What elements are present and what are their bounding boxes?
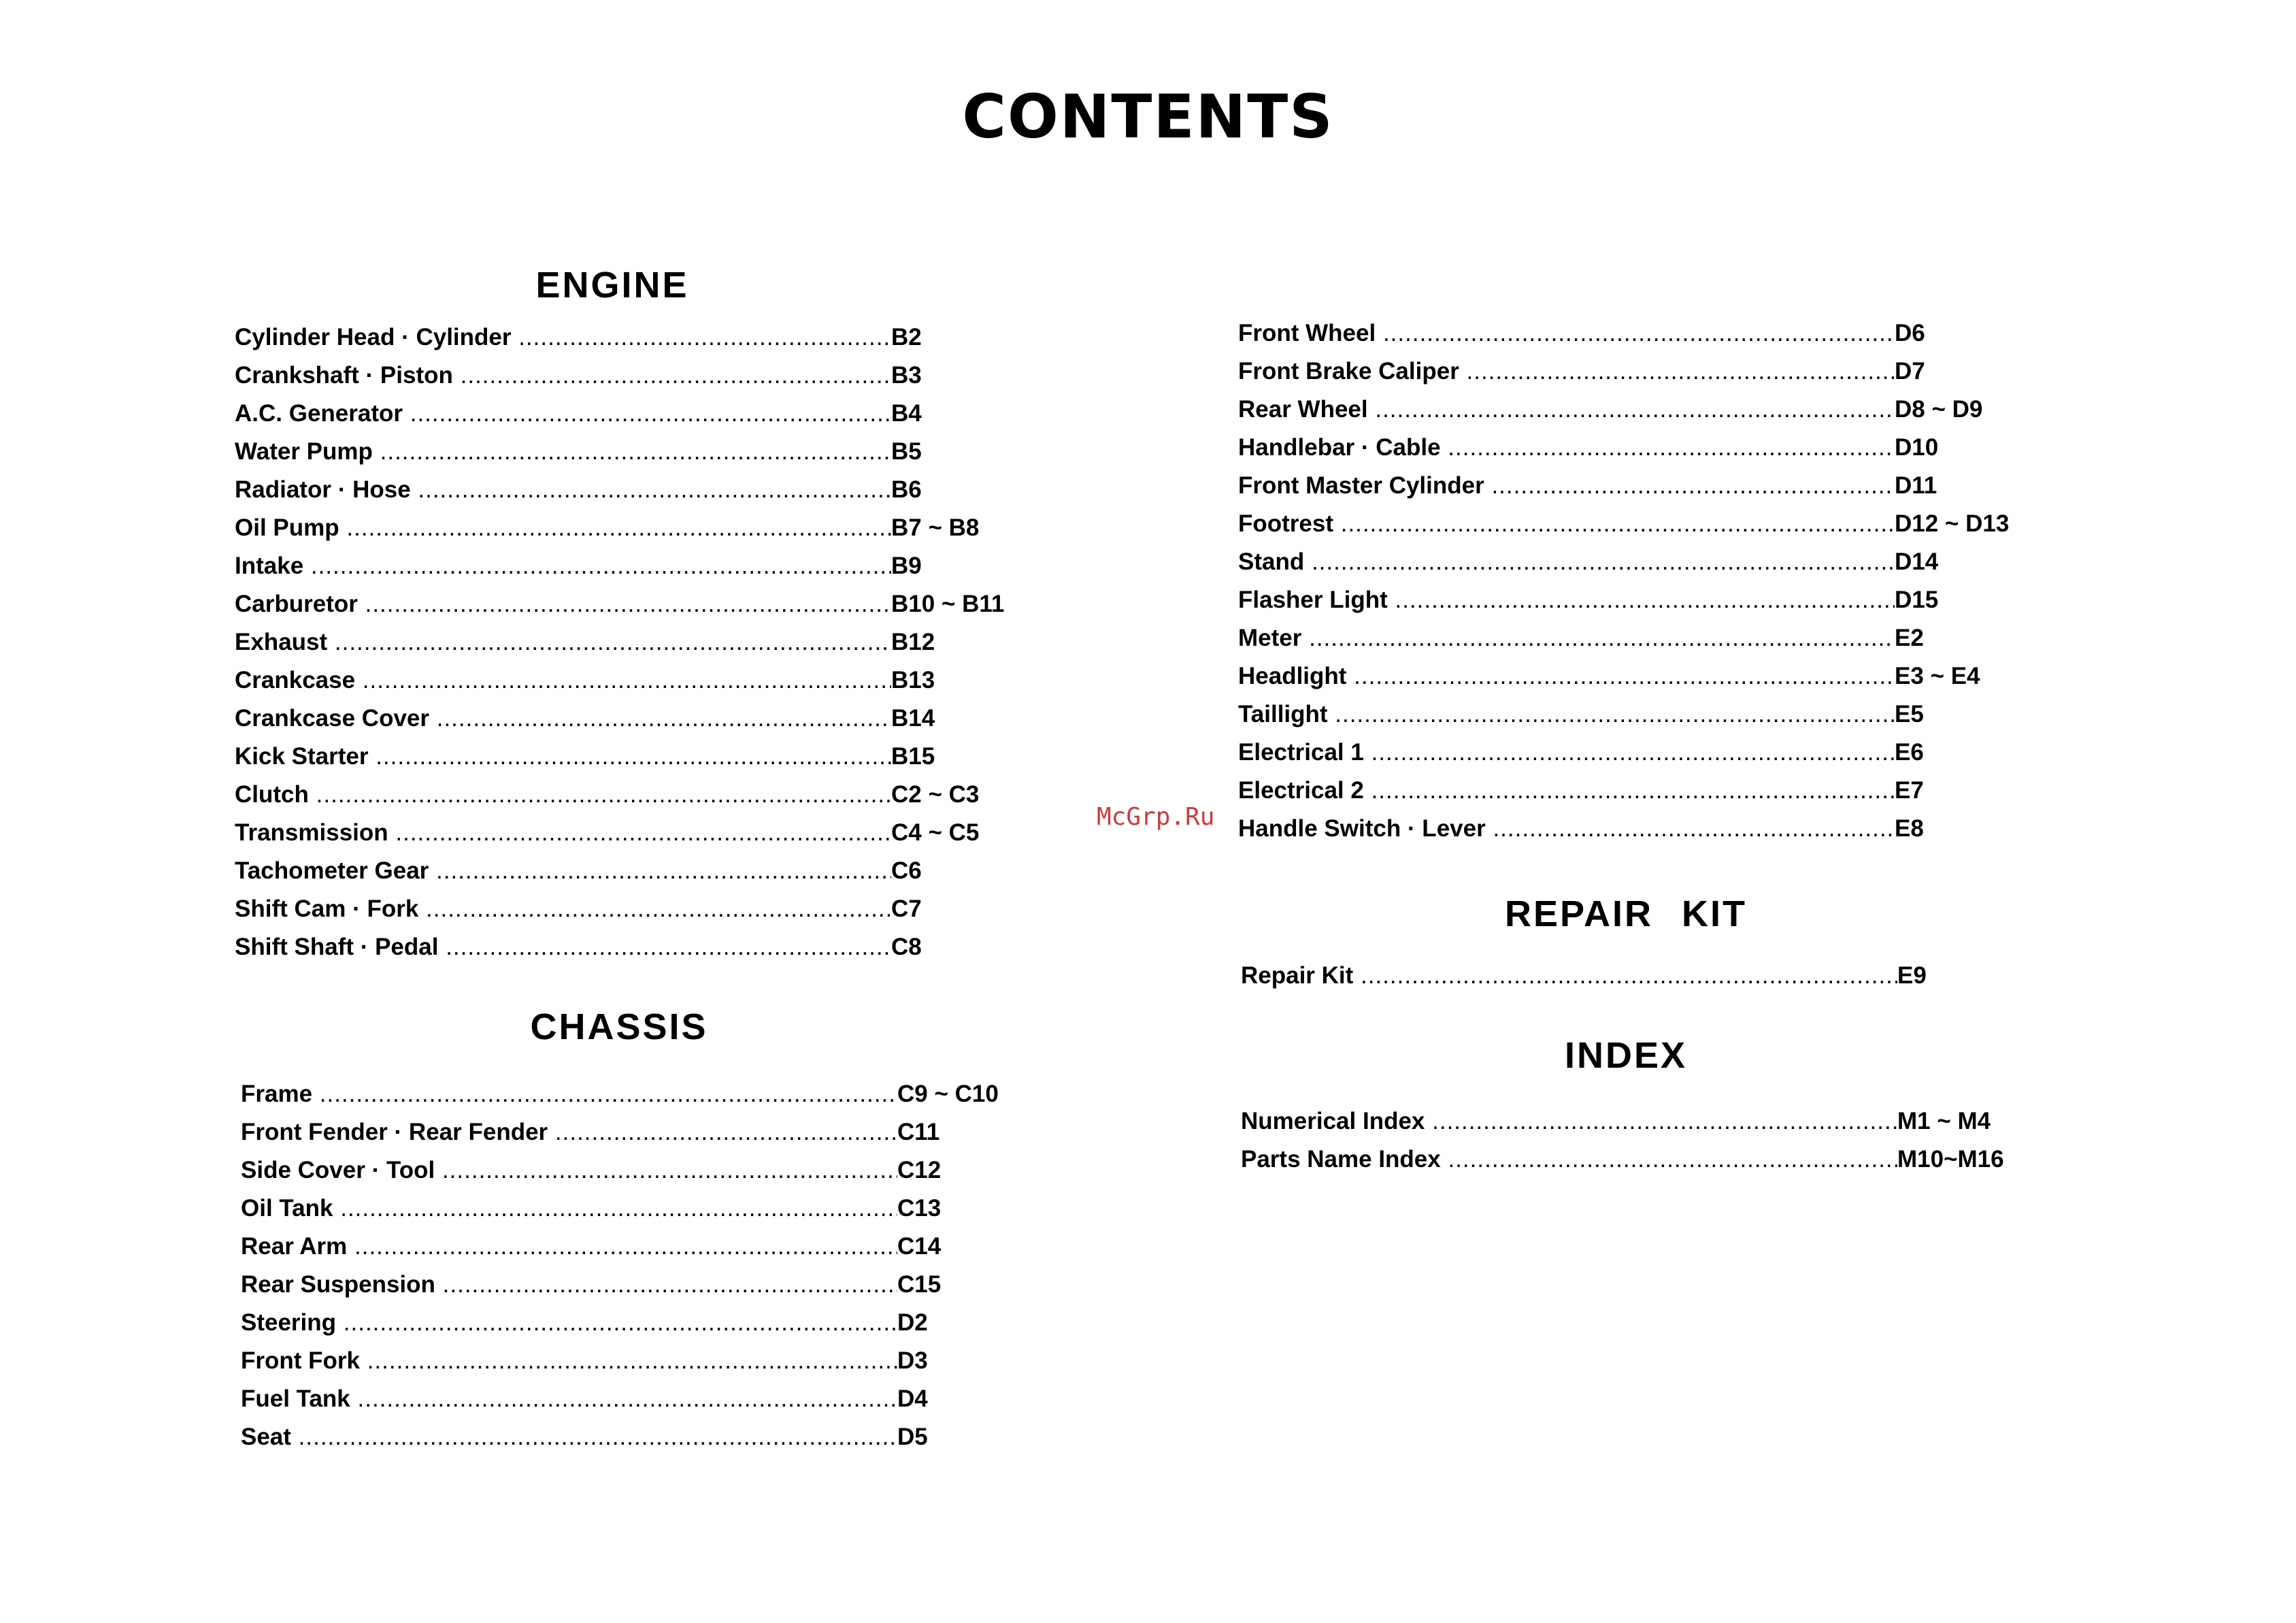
toc-entry-label: Transmission ..... (235, 819, 891, 847)
toc-entry-page: C4 ~ C5 (891, 819, 980, 846)
toc-entry-label: Front Fork ..... (241, 1347, 897, 1375)
toc-entry-page: D3 (897, 1347, 928, 1374)
toc-entry-label: Clutch ..... (235, 781, 891, 808)
toc-entry-page: M10~M16 (1897, 1146, 2004, 1173)
toc-entry-label: Headlight ..... (1238, 663, 1895, 690)
toc-entry-page: D8 ~ D9 (1895, 396, 1983, 423)
toc-entry-label: Rear Suspension ..... (241, 1271, 897, 1298)
toc-entry-page: C8 (891, 934, 922, 960)
toc-entry-page: B3 (891, 362, 922, 389)
toc-entry-label: Meter ..... (1238, 625, 1895, 652)
toc-entry-page: C11 (897, 1119, 940, 1145)
toc-entry-page: D15 (1895, 587, 1939, 613)
toc-entry-label: Tachometer Gear ..... (235, 857, 891, 885)
toc-entry-page: D4 (897, 1386, 928, 1412)
toc-entry-label: Repair Kit ..... (1241, 962, 1897, 989)
toc-entry-page: D7 (1895, 358, 1925, 384)
toc-entry-page: D14 (1895, 548, 1939, 575)
toc-entry-page: D2 (897, 1309, 928, 1336)
toc-entry-label: Crankshaft · Piston ..... (235, 362, 891, 389)
toc-entry-label: Exhaust ..... (235, 629, 891, 656)
toc-entry-page: D6 (1895, 320, 1925, 346)
chassis-heading: CHASSIS (530, 1006, 708, 1047)
toc-entry-label: Handle Switch · Lever ..... (1238, 815, 1895, 842)
toc-entry-page: B15 (891, 743, 935, 770)
engine-heading: ENGINE (535, 265, 689, 306)
toc-entry-page: C14 (897, 1233, 942, 1260)
toc-entry-label: Steering ..... (241, 1309, 897, 1337)
toc-entry-label: Shift Cam · Fork ..... (235, 896, 891, 923)
toc-entry-label: Fuel Tank ..... (241, 1386, 897, 1413)
toc-entry-page: B4 (891, 400, 922, 427)
toc-entry-label: Electrical 2 ..... (1238, 777, 1895, 804)
toc-entry-label: Front Brake Caliper ..... (1238, 358, 1895, 385)
toc-entry-page: B13 (891, 667, 935, 693)
toc-entry-label: Water Pump ..... (235, 438, 891, 465)
toc-entry-page: E8 (1895, 815, 1924, 842)
toc-entry-label: Radiator · Hose ..... (235, 476, 891, 504)
toc-entry-label: Shift Shaft · Pedal ..... (235, 934, 891, 961)
toc-entry-label: Kick Starter ..... (235, 743, 891, 770)
watermark: McGrp.Ru (1097, 803, 1215, 831)
toc-entry-page: E2 (1895, 625, 1924, 651)
toc-entry-label: Flasher Light ..... (1238, 587, 1895, 614)
toc-entry-page: D12 ~ D13 (1895, 510, 2010, 537)
toc-entry-page: B7 ~ B8 (891, 514, 980, 541)
toc-entry-label: Oil Tank ..... (241, 1195, 897, 1222)
toc-entry-page: E9 (1897, 962, 1927, 989)
toc-entry-label: Seat ..... (241, 1424, 897, 1451)
toc-entry-label: A.C. Generator ..... (235, 400, 891, 427)
toc-entry-page: B12 (891, 629, 935, 655)
toc-entry-page: E7 (1895, 777, 1924, 804)
toc-entry-page: D10 (1895, 434, 1939, 461)
toc-entry-label: Rear Wheel ..... (1238, 396, 1895, 423)
toc-entry-page: C13 (897, 1195, 942, 1222)
toc-entry-page: B14 (891, 705, 935, 732)
toc-entry-label: Handlebar · Cable ..... (1238, 434, 1895, 461)
toc-entry-label: Stand ..... (1238, 548, 1895, 576)
toc-entry-page: C12 (897, 1157, 942, 1183)
toc-entry-page: E3 ~ E4 (1895, 663, 1980, 689)
toc-entry-label: Cylinder Head · Cylinder ..... (235, 324, 891, 351)
repair-kit-heading: REPAIR KIT (1504, 894, 1747, 934)
toc-entry-label: Intake ..... (235, 553, 891, 580)
toc-entry-label: Side Cover · Tool ..... (241, 1157, 897, 1184)
toc-entry-label: Front Wheel ..... (1238, 320, 1895, 347)
toc-entry-label: Electrical 1 ..... (1238, 739, 1895, 766)
page-title: CONTENTS (962, 82, 1334, 152)
toc-entry-page: M1 ~ M4 (1897, 1108, 1991, 1134)
toc-entry-page: B5 (891, 438, 922, 465)
toc-entry-page: B9 (891, 553, 922, 579)
toc-entry-page: C15 (897, 1271, 942, 1298)
toc-entry-label: Front Fender · Rear Fender ..... (241, 1119, 897, 1146)
toc-entry-page: B2 (891, 324, 922, 350)
toc-entry-label: Taillight ..... (1238, 701, 1895, 728)
toc-entry-label: Rear Arm ..... (241, 1233, 897, 1260)
toc-entry-label: Frame ..... (241, 1081, 897, 1108)
toc-entry-page: D5 (897, 1424, 928, 1450)
toc-entry-label: Oil Pump ..... (235, 514, 891, 542)
toc-entry-page: E5 (1895, 701, 1924, 727)
toc-entry-page: D11 (1895, 472, 1937, 499)
toc-entry-page: C6 (891, 857, 922, 884)
toc-entry-page: C7 (891, 896, 922, 922)
toc-entry-label: Crankcase Cover ..... (235, 705, 891, 732)
toc-entry-label: Crankcase ..... (235, 667, 891, 694)
toc-entry-page: E6 (1895, 739, 1924, 766)
toc-entry-page: B10 ~ B11 (891, 591, 1005, 617)
toc-entry-page: B6 (891, 476, 922, 503)
toc-entry-label: Front Master Cylinder ..... (1238, 472, 1895, 499)
toc-entry-label: Carburetor ..... (235, 591, 891, 618)
toc-entry-label: Numerical Index ..... (1241, 1108, 1897, 1135)
toc-entry-label: Footrest ..... (1238, 510, 1895, 538)
index-heading: INDEX (1564, 1035, 1688, 1076)
toc-entry-label: Parts Name Index ..... (1241, 1146, 1897, 1173)
toc-entry-page: C9 ~ C10 (897, 1081, 999, 1107)
toc-entry-page: C2 ~ C3 (891, 781, 980, 808)
